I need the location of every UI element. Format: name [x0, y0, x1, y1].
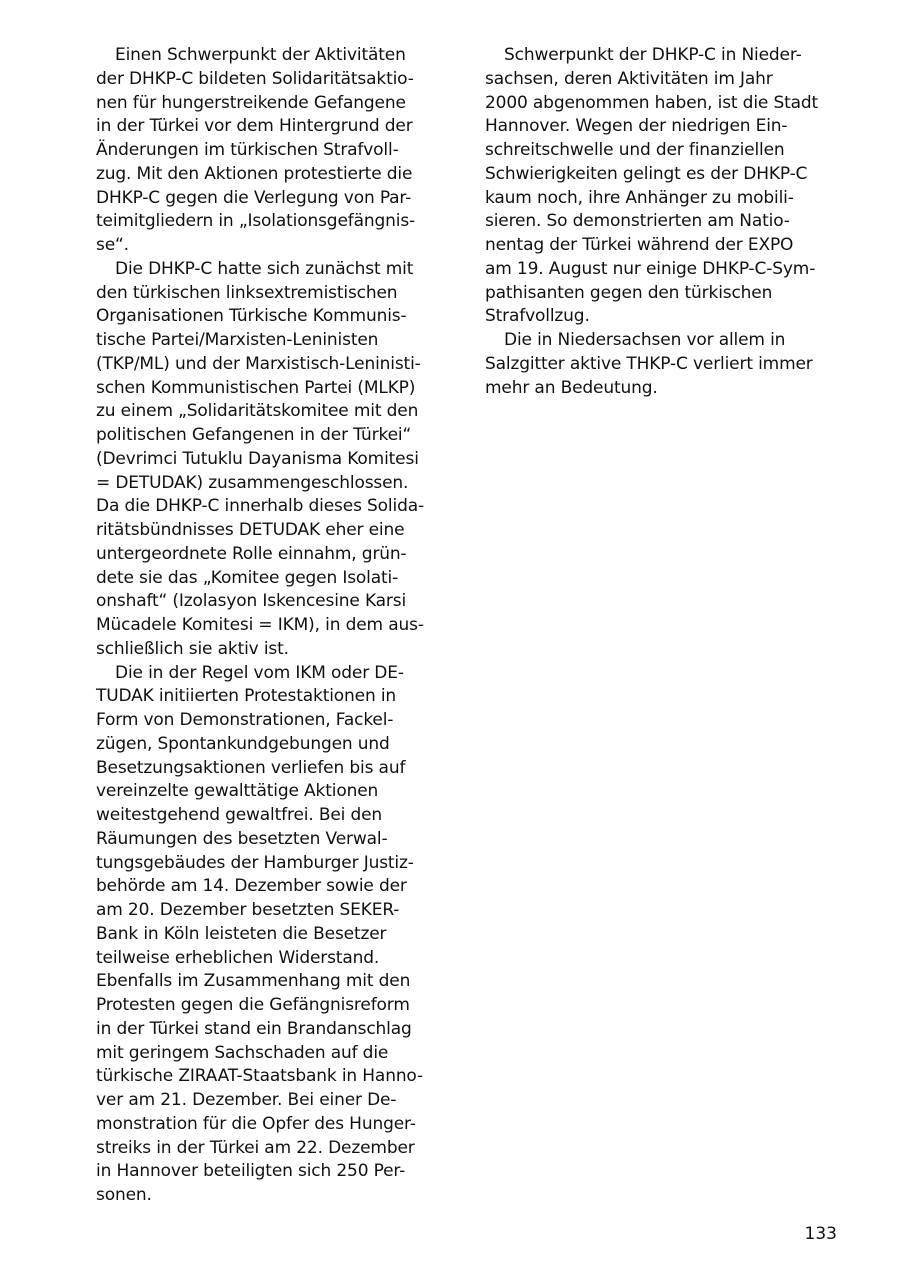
text-line: teimitgliedern in „Isolationsgefängnis- [96, 211, 416, 232]
text-line: Die in Niedersachsen vor allem in [504, 330, 786, 350]
text-line: pathisanten gegen den türkischen [485, 282, 773, 303]
text-line: Die in der Regel vom IKM oder DE- [115, 662, 404, 683]
text-line: schließlich sie aktiv ist. [96, 638, 289, 659]
text-line: dete sie das „Komitee gegen Isolati- [96, 567, 399, 588]
text-line: mehr an Bedeutung. [485, 377, 658, 398]
page-number: 133 [804, 1224, 837, 1244]
text-line: weitestgehend gewaltfrei. Bei den [96, 805, 383, 825]
text-line: onshaft“ (Izolasyon Iskencesine Karsi [96, 591, 407, 612]
text-line: (Devrimci Tutuklu Dayanisma Komitesi [96, 448, 419, 469]
text-line: TUDAK initiierten Protestaktionen in [96, 686, 397, 707]
text-line: am 20. Dezember besetzten SEKER- [96, 900, 400, 920]
text-line: se“. [96, 235, 129, 255]
text-line: ritätsbündnisses DETUDAK eher eine [96, 520, 405, 540]
text-line: nen für hungerstreikende Gefangene [96, 92, 406, 113]
text-line: schreitschwelle und der finanziellen [485, 140, 785, 160]
text-line: Bank in Köln leisteten die Besetzer [96, 923, 387, 944]
text-line: Schwierigkeiten gelingt es der DHKP-C [485, 163, 808, 184]
text-line: den türkischen linksextremistischen [96, 282, 398, 303]
right-text-column [485, 44, 837, 400]
text-line: Da die DHKP-C innerhalb dieses Solida- [96, 496, 424, 517]
text-line: streiks in der Türkei am 22. Dezember [96, 1137, 415, 1158]
text-line: (TKP/ML) und der Marxistisch-Leninisti- [96, 353, 421, 374]
text-line: tische Partei/Marxisten-Leninisten [96, 330, 379, 350]
text-line: sieren. So demonstrierten am Natio- [485, 211, 790, 232]
text-line: Strafvollzug. [485, 306, 590, 327]
text-line: Ebenfalls im Zusammenhang mit den [96, 971, 411, 992]
text-line: schen Kommunistischen Partei (MLKP) [96, 377, 416, 398]
text-line: in der Türkei vor dem Hintergrund der [96, 116, 413, 137]
text-line: mit geringem Sachschaden auf die [96, 1042, 389, 1063]
text-line: vereinzelte gewalttätige Aktionen [96, 781, 379, 802]
text-line: zügen, Spontankundgebungen und [96, 733, 390, 754]
text-line: am 19. August nur einige DHKP-C-Sym- [485, 258, 816, 279]
text-line: politischen Gefangenen in der Türkei“ [96, 425, 412, 445]
text-line: zu einem „Solidaritätskomitee mit den [96, 401, 419, 422]
text-line: Einen Schwerpunkt der Aktivitäten [115, 45, 406, 65]
text-line: Räumungen des besetzten Verwal- [96, 828, 388, 849]
text-line: Form von Demonstrationen, Fackel- [96, 710, 394, 730]
text-line: Die DHKP-C hatte sich zunächst mit [115, 258, 414, 279]
text-line: monstration für die Opfer des Hunger- [96, 1113, 416, 1134]
text-line: sonen. [96, 1185, 152, 1205]
text-line: in der Türkei stand ein Brandanschlag [96, 1018, 412, 1039]
text-line: Salzgitter aktive THKP-C verliert immer [485, 353, 813, 374]
text-line: behörde am 14. Dezember sowie der [96, 876, 407, 897]
text-line: nentag der Türkei während der EXPO [485, 235, 794, 255]
text-line: sachsen, deren Aktivitäten im Jahr [485, 68, 773, 89]
text-line: Protesten gegen die Gefängnisreform [96, 995, 410, 1015]
text-line: tungsgebäudes der Hamburger Justiz- [96, 852, 414, 873]
text-line: türkische ZIRAAT-Staatsbank in Hanno- [96, 1066, 423, 1087]
text-line: DHKP-C gegen die Verlegung von Par- [96, 187, 412, 208]
text-line: untergeordnete Rolle einnahm, grün- [96, 543, 407, 564]
text-line: Hannover. Wegen der niedrigen Ein- [485, 116, 788, 137]
text-line: Schwerpunkt der DHKP-C in Nieder- [504, 45, 802, 65]
text-line: teilweise erheblichen Widerstand. [96, 947, 380, 968]
text-line: kaum noch, ihre Anhänger zu mobili- [485, 187, 794, 208]
text-line: zug. Mit den Aktionen protestierte die [96, 163, 413, 184]
text-line: der DHKP-C bildeten Solidaritätsaktio- [96, 68, 414, 89]
text-line: Organisationen Türkische Kommunis- [96, 306, 407, 327]
text-line: ver am 21. Dezember. Bei einer De- [96, 1090, 397, 1110]
text-line: = DETUDAK) zusammengeschlossen. [96, 472, 409, 493]
text-line: Änderungen im türkischen Strafvoll- [96, 140, 399, 160]
left-text-column [96, 44, 446, 1208]
text-line: in Hannover beteiligten sich 250 Per- [96, 1161, 406, 1182]
text-line: Besetzungsaktionen verliefen bis auf [96, 757, 406, 778]
text-line: 2000 abgenommen haben, ist die Stadt [485, 92, 819, 113]
text-line: Mücadele Komitesi = IKM), in dem aus- [96, 615, 424, 635]
